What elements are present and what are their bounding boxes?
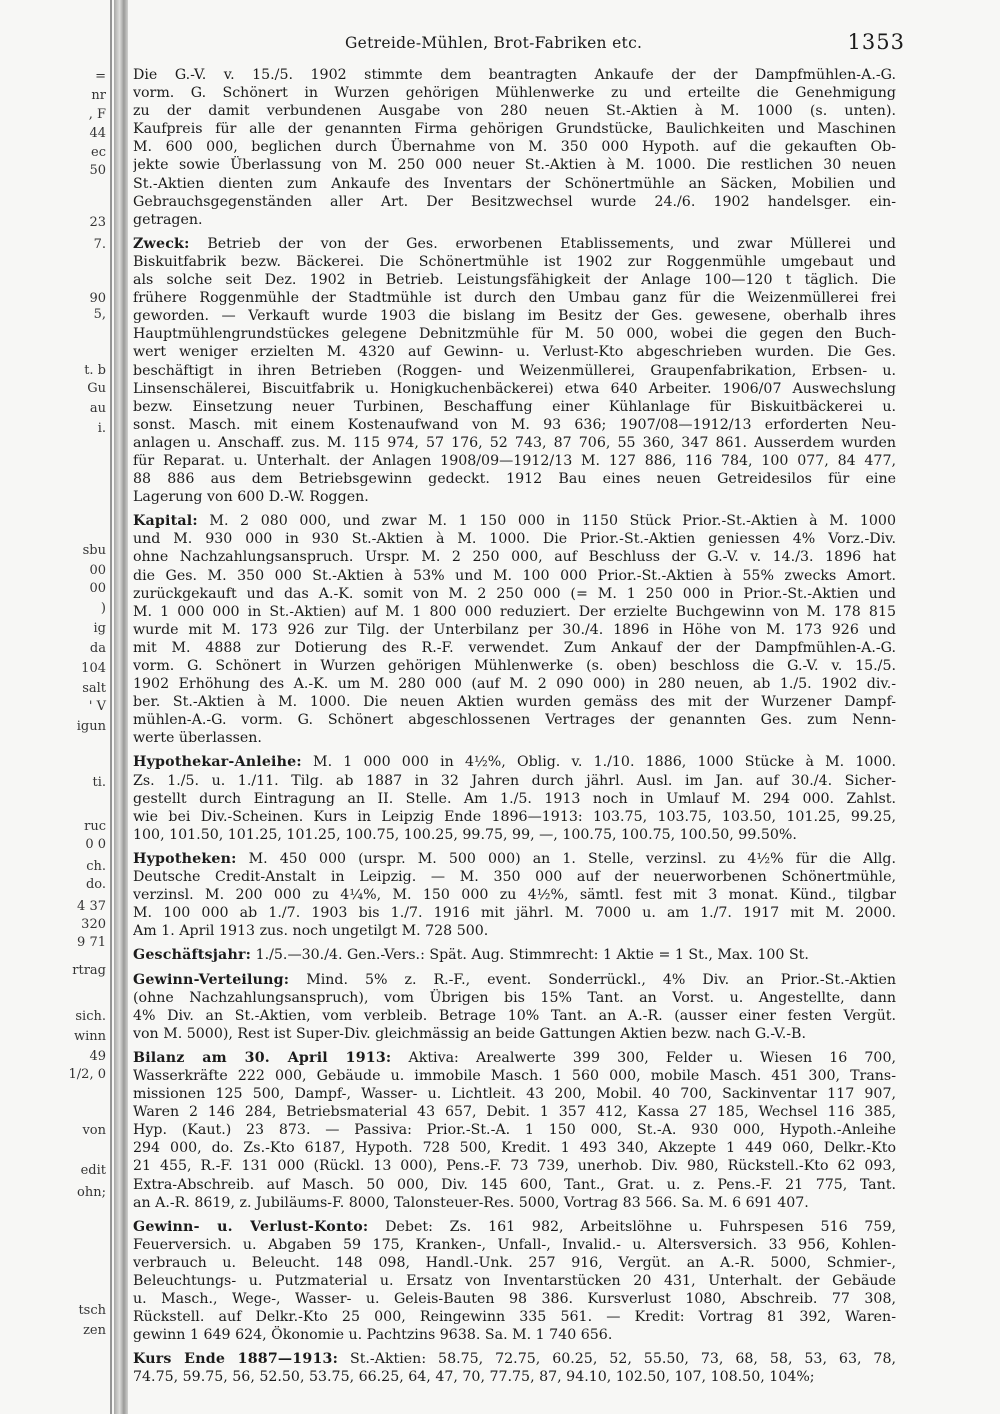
section-label: Geschäftsjahr: (133, 947, 252, 964)
margin-fragment: au (89, 401, 106, 416)
margin-fragment: 00 (89, 581, 106, 596)
text-line: sonst. Masch. mit einem Kostenaufwand von M. 93 636; 1907/08—1912/13 erforderten Neu- (133, 416, 896, 433)
text-line: 1902 Erhöhung des A.-K. um M. 280 000 (auf M. 2 090 000) in 280 neuen, ab 1./5. 1902 div.- (133, 676, 896, 693)
paragraph (133, 946, 896, 964)
text-line: Gebrauchsgegenständen aller Art. Der Besitzwechsel wurde 24./6. 1902 handelsger. ein- (133, 193, 896, 210)
margin-fragment: 9 71 (77, 935, 106, 950)
margin-fragment: von (82, 1123, 106, 1138)
margin-fragment: Gu (87, 381, 106, 396)
margin-fragment: ruc (84, 819, 106, 834)
margin-fragment: 0 0 (85, 837, 106, 852)
paragraph (133, 850, 896, 940)
text-line: 294 000, do. Zs.-Kto 6187, Hypoth. 728 500, Kredit. 1 493 340, Akzepte 1 449 060, Delkr.-Kto (133, 1140, 896, 1157)
text-line: Deutsche Credit-Anstalt in Leipzig. — M. 350 000 auf der neuerworbenen Schönertmühle, (133, 869, 896, 886)
text-line: die Ges. M. 350 000 St.-Aktien à 53% und M. 100 000 Prior.-St.-Aktien à 55% zwecks Amort. (133, 567, 896, 584)
margin-fragment: tsch (78, 1303, 106, 1318)
section-label: Kapital: (133, 513, 198, 530)
text-line: missionen 125 500, Dampf-, Wasser- u. Lichtleit. 43 200, Mobil. 40 700, Sackinventar 117 907, (133, 1086, 896, 1103)
text-line: gestellt durch Eintragung an II. Stelle. Am 1./5. 1913 noch in Umlauf M. 294 000. Zahlst. (133, 790, 896, 807)
text-line: Wasserkräfte 222 000, Gebäude u. immobile Masch. 1 560 000, mobile Masch. 451 300, Trans- (133, 1067, 896, 1084)
margin-fragment: ti. (92, 775, 106, 790)
text-line: M. 1 000 000 in St.-Aktien) auf M. 1 800 000 reduziert. Der erzielte Buchgewinn von M. 178 815 (133, 603, 896, 620)
text-line: zurückgekauft und das A.-K. somit von M. 2 250 000 (= M. 1 250 000 in Prior.-St.-Aktien und (133, 585, 896, 602)
text-line: verbrauch u. Beleucht. 148 098, Handl.-Unk. 257 916, Vergüt. an A.-R. 5000, Schmier-, (133, 1254, 896, 1271)
margin-fragment: 1/2, 0 (68, 1067, 106, 1082)
margin-fragment: ec (91, 145, 106, 160)
text-run: M. 2 080 000, und zwar M. 1 150 000 in 1150 Stück Prior.-St.-Aktien à M. 1000 (209, 513, 896, 530)
margin-fragment: ' V (88, 699, 106, 714)
section-label: Bilanz am 30. April 1913: (133, 1049, 392, 1066)
margin-fragment: ig (93, 621, 106, 636)
text-line: vorm. G. Schönert in Wurzen gehörigen Mühlenwerke zu und erteilte die Genehmigung (133, 85, 896, 102)
text-line: als solche seit Dez. 1902 in Betrieb. Leistungsfähigkeit der Anlage 100—120 t täglich. Die (133, 272, 896, 289)
text-line: bezw. Einsetzung neuer Turbinen, Beschaffung einer Kühlanlage für Biskuitbäckerei u. (133, 398, 896, 415)
margin-fragment: rtrag (72, 963, 106, 978)
text-line: getragen. (133, 211, 203, 228)
text-run: Betrieb der von der Ges. erworbenen Etablissements, und zwar Müllerei und (207, 235, 896, 252)
text-line: beschäftigt in ihren Betrieben (Roggen- und Weizenmüllerei, Graupenfabrikation, Erbsen- u. (133, 362, 896, 379)
margin-fragment: do. (85, 877, 106, 892)
margin-fragment: zen (83, 1323, 106, 1338)
section-label: Kurs Ende 1887—1913: (133, 1351, 339, 1368)
adjacent-page-fragments (0, 60, 112, 1360)
text-line: 21 455, R.-F. 131 000 (Rückl. 13 000), Pens.-F. 73 739, unerhob. Div. 980, Rückstell.-Kto 62 093, (133, 1158, 896, 1175)
margin-fragment: sbu (82, 543, 106, 558)
text-line: M. 100 000 ab 1./7. 1903 bis 1./7. 1916 mit jährl. M. 7000 u. am 1./7. 1917 mit M. 2000. (133, 905, 896, 922)
paragraph (133, 753, 896, 843)
margin-fragment: salt (82, 681, 106, 696)
text-line: Biskuitfabrik bezw. Bäckerei. Die Schönertmühle ist 1902 zur Roggenmühle umgebaut und (133, 253, 896, 270)
text-line (133, 753, 896, 771)
page-body (133, 66, 896, 1387)
paragraph (133, 1350, 896, 1386)
margin-fragment: 5, (93, 307, 106, 322)
text-line: Lagerung von 600 D.-W. Roggen. (133, 489, 369, 506)
text-line: ohne Nachzahlungsanspruch. Urspr. M. 2 250 000, auf Beschluss der G.-V. v. 14./3. 1896 hat (133, 549, 896, 566)
text-line: von M. 5000), Rest ist Super-Div. gleichmässig an beide Gattungen Aktien bezw. nach G.-V.-B. (133, 1025, 806, 1042)
margin-fragment: edit (80, 1163, 106, 1178)
margin-fragment: ) (100, 601, 106, 616)
text-line: geworden. — Verkauft wurde 1903 die bislang im Besitz der Ges. gewesene, oberhalb ihres (133, 308, 896, 325)
text-line: Die G.-V. v. 15./5. 1902 stimmte dem beantragten Ankaufe der der Dampfmühlen-A.-G. (133, 67, 896, 83)
text-line: jekte sowie Überlassung von M. 250 000 neuer St.-Aktien à M. 1000. Die restlichen 30 neuen (133, 157, 896, 174)
text-run: St.-Aktien: 58.75, 72.75, 60.25, 52, 55.50, 73, 68, 58, 53, 63, 78, (349, 1351, 896, 1368)
text-line: wert weniger erzielten M. 4320 auf Gewinn- u. Verlust-Kto abgeschrieben wurden. Die Ges. (133, 344, 896, 361)
text-line: werte überlassen. (133, 730, 262, 747)
text-line: Beleuchtungs- u. Putzmaterial u. Ersatz von Inventarstücken 20 431, Unterhalt. der Gebäude (133, 1273, 896, 1289)
text-line: 88 886 aus dem Betriebsgewinn gedeckt. 1912 Bau eines neuen Getreidesilos für eine (133, 471, 896, 488)
text-line: Hauptmühlengrundstückes gelegene Debnitzmühle für M. 50 000, wobei die gegen den Buch- (133, 326, 896, 343)
text-line: (ohne Nachzahlungsanspruch), vom Übrigen bis 15% Tant. an Vorst. u. Angestellte, dann (133, 989, 896, 1006)
text-line: Kaufpreis für alle der genannten Firma gehörigen Grundstücke, Baulichkeiten und Maschinen (133, 121, 896, 138)
margin-fragment: 00 (89, 563, 106, 578)
text-line (133, 850, 896, 868)
margin-fragment: ohn; (77, 1185, 106, 1200)
text-run: 1./5.—30./4. Gen.-Vers.: Spät. Aug. Stimmrecht: 1 Aktie = 1 St., Max. 100 St. (255, 947, 809, 964)
page-header (135, 30, 905, 56)
paragraph (133, 1049, 896, 1212)
text-line: anlagen u. Anschaff. zus. M. 115 974, 57 176, 52 743, 87 706, 55 360, 347 861. Ausserdem wurden (133, 434, 896, 451)
margin-fragment: 50 (89, 163, 106, 178)
section-label: Gewinn-Verteilung: (133, 971, 290, 988)
text-line: Hyp. (Kaut.) 23 873. — Passiva: Prior.-St.-A. 1 150 000, St.-A. 930 000, Hypoth.-Anleihe (133, 1122, 896, 1139)
text-line: Feuerversich. u. Abgaben 59 175, Kranken-, Unfall-, Invalid.- u. Altersversich. 33 956, Kohlen- (133, 1236, 896, 1253)
text-run: Aktiva: Arealwerte 399 300, Felder u. Wiesen 16 700, (408, 1049, 896, 1066)
text-line: M. 600 000, beglichen durch Übernahme von M. 350 000 Hypoth. auf die gekauften Ob- (133, 139, 896, 156)
margin-fragment: 90 (89, 291, 106, 306)
text-line: Rückstell. auf Delkr.-Kto 25 000, Reingewinn 335 561. — Kredit: Vortrag 81 392, Waren- (133, 1309, 896, 1326)
text-line: frühere Roggenmühle der Stadtmühle ist durch den Umbau ganz für die Weizenmüllerei frei (133, 290, 896, 307)
text-line: 4% Div. an St.-Aktien, vom verbleib. Betrage 10% Tant. an A.-R. (ausser einer festen Vergüt. (133, 1007, 896, 1024)
text-line: ber. St.-Aktien à M. 1000. Die neuen Aktien wurden gemäss des mit der Wurzener Dampf- (133, 694, 896, 711)
text-line: gewinn 1 649 624, Ökonomie u. Pachtzins 9638. Sa. M. 1 740 656. (133, 1327, 613, 1344)
text-line: mühlen-A.-G. vorm. G. Schönert abgeschlossenen Vertrages der genannten Ges. zum Nenn- (133, 712, 896, 729)
text-run: Mind. 5% z. R.-F., event. Sonderrückl., 4% Div. an Prior.-St.-Aktien (306, 971, 896, 988)
margin-fragment: 44 (89, 126, 106, 141)
text-line: wurde mit M. 173 926 zur Tilg. der Unterbilanz per 30./4. 1896 in Höhe von M. 173 926 und (133, 621, 896, 638)
paragraph (133, 512, 896, 747)
margin-fragment: nr (91, 88, 106, 103)
margin-fragment: 320 (81, 917, 106, 932)
text-run: M. 1 000 000 in 4½%, Oblig. v. 1./10. 1886, 1000 Stücke à M. 1000. (313, 754, 896, 771)
text-line: St.-Aktien dienten zum Ankaufe des Inventars der Schönertmühle an Säcken, Mobilien und (133, 175, 896, 192)
text-line: Extra-Abschreib. auf Masch. 50 000, Div. 145 600, Tant., Grat. u. z. Pens.-F. 21 775, Tant. (133, 1176, 896, 1193)
margin-fragment: 49 (89, 1049, 106, 1064)
text-line: wie bei Div.-Scheinen. Kurs in Leipzig Ende 1896—1913: 103.75, 103.75, 103.50, 101.25, 99.25, (133, 808, 896, 825)
section-label: Hypothekar-Anleihe: (133, 754, 302, 771)
margin-fragment: 23 (89, 215, 106, 230)
margin-fragment: ch. (86, 859, 106, 874)
section-label: Gewinn- u. Verlust-Konto: (133, 1218, 369, 1235)
text-line: an A.-R. 8619, z. Jubiläums-F. 8000, Talonsteuer-Res. 5000, Vortrag 83 566. Sa. M. 6 691 407. (133, 1194, 809, 1211)
text-line: für Reparat. u. Unterhalt. der Anlagen 1908/09—1912/13 M. 127 886, 116 784, 100 077, 84 477, (133, 452, 896, 469)
margin-fragment: , F (88, 107, 106, 122)
margin-fragment: t. b (84, 363, 106, 378)
text-line (133, 971, 896, 989)
margin-fragment: winn (73, 1029, 106, 1044)
text-line: verzinsl. M. 200 000 zu 4¼%, M. 150 000 zu 4½%, sämtl. fest mit 3 monat. Künd., tilgbar (133, 887, 896, 904)
margin-fragment: i. (97, 421, 106, 436)
text-line (133, 946, 896, 964)
text-line: u. Masch., Wege-, Wasser- u. Geleis-Bauten 98 386. Kursverlust 1080, Abschreib. 77 308, (133, 1291, 896, 1308)
text-line: Waren 2 146 284, Betriebsmaterial 43 657, Debit. 1 357 412, Kassa 27 185, Wechsel 116 385, (133, 1104, 896, 1121)
text-line (133, 1049, 896, 1067)
margin-fragment: sich. (75, 1009, 106, 1024)
text-run: Debet: Zs. 161 982, Arbeitslöhne u. Fuhrspesen 516 759, (385, 1218, 896, 1235)
margin-fragment: 7. (93, 237, 106, 252)
paragraph (133, 66, 896, 229)
text-line: Am 1. April 1913 zus. noch ungetilgt M. 728 500. (133, 923, 489, 940)
margin-fragment: da (89, 641, 106, 656)
text-run: M. 450 000 (urspr. M. 500 000) an 1. Stelle, verzinsl. zu 4½% für die Allg. (248, 850, 896, 867)
section-label: Hypotheken: (133, 850, 237, 867)
text-line: Zs. 1./5. u. 1./11. Tilg. ab 1887 in 32 Jahren durch jährl. Ausl. im Jan. auf 30./4. Sicher- (133, 772, 896, 789)
paragraph (133, 971, 896, 1043)
section-label: Zweck: (133, 235, 190, 252)
text-line: zu der damit verbundenen Ausgabe von 280 neuen St.-Aktien à M. 1000 (s. unten). (133, 103, 896, 120)
text-line: 74.75, 59.75, 56, 52.50, 53.75, 66.25, 64, 47, 70, 77.75, 87, 94.10, 102.50, 107, 108.50, 104%; (133, 1369, 815, 1386)
paragraph (133, 1218, 896, 1345)
text-line (133, 1350, 896, 1368)
paragraph (133, 235, 896, 506)
text-line (133, 235, 896, 253)
binding-gutter (114, 0, 128, 1414)
text-line: Linsenschälerei, Biscuitfabrik u. Honigkuchenbäckerei) etwa 640 Arbeiter. 1906/07 Auswechslung (133, 380, 896, 397)
page-number: 1353 (847, 30, 905, 54)
text-line: 100, 101.50, 101.25, 101.25, 100.75, 100.25, 99.75, 99, —, 100.75, 100.75, 100.50, 99.50%. (133, 826, 797, 843)
margin-fragment: igun (76, 719, 106, 734)
text-line: vorm. G. Schönert in Wurzen gehörigen Mühlenwerke (s. oben) beschloss die G.-V. v. 15./5. (133, 658, 896, 674)
text-line (133, 512, 896, 530)
text-line: und M. 930 000 in 930 St.-Aktien à M. 1000. Die Prior.-St.-Aktien geniessen 4% Vorz.-Div. (133, 531, 896, 548)
margin-fragment: 4 37 (77, 899, 106, 914)
running-title: Getreide-Mühlen, Brot-Fabriken etc. (345, 34, 643, 52)
margin-fragment: 104 (81, 661, 106, 676)
text-line: mit M. 4888 zur Dotierung des R.-F. verwendet. Zum Ankauf der der Dampfmühlen-A.-G. (133, 639, 896, 656)
margin-fragment: = (95, 69, 106, 84)
text-line (133, 1218, 896, 1236)
